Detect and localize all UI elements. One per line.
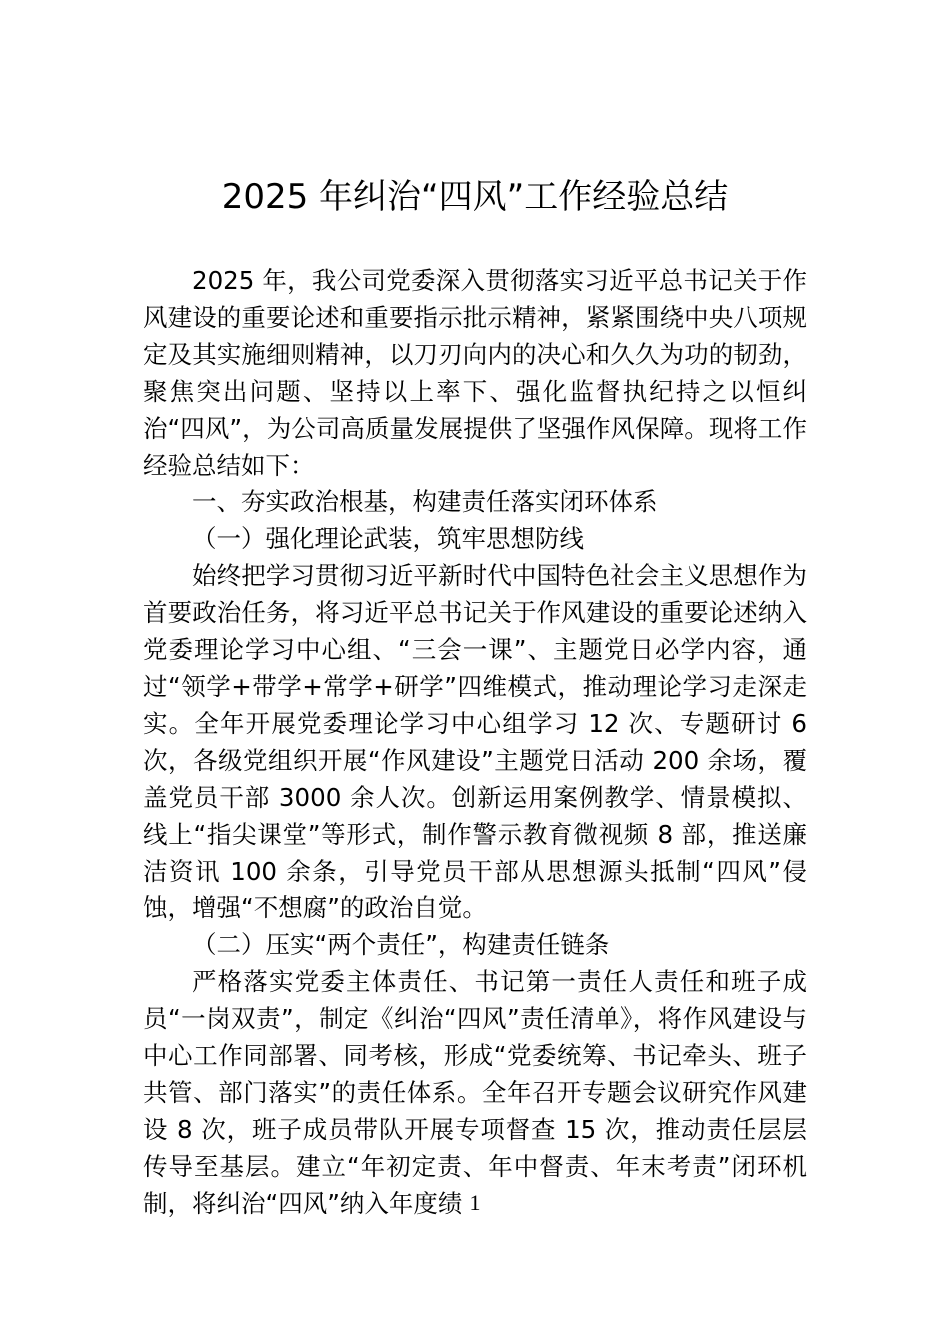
section-heading-1: 一、夯实政治根基，构建责任落实闭环体系 [192, 487, 658, 517]
body-paragraph-2: 严格落实党委主体责任、书记第一责任人责任和班子成员“一岗双责”，制定《纠治“四风”责任清单》，将作风建设与中心工作同部署、同考核，形成“党委统筹、书记牵头、班子共管、部门落实”的责任体系。全年召开专题会议研究作风建设 8 次，班子成员带队开展专项督查 15 次，推动责任层层传导至基层。建立“年初定责、年中督责、年末考责”闭环机制，将纠治“四风”纳入年度绩 [143, 967, 807, 1218]
subsection-heading-2: （二）压实“两个责任”，构建责任链条 [192, 930, 610, 960]
body-paragraph-1: 始终把学习贯彻习近平新时代中国特色社会主义思想作为首要政治任务，将习近平总书记关于作风建设的重要论述纳入党委理论学习中心组、“三会一课”、主题党日必学内容，通过“领学+带学+常学+研学”四维模式，推动理论学习走深走实。全年开展党委理论学习中心组学习 12 次、专题研讨 6 次，各级党组织开展“作风建设”主题党日活动 200 余场，覆盖党员干部 3000 余人次。创新运用案例教学、情景模拟、线上“指尖课堂”等形式，制作警示教育微视频 8 部，推送廉洁资讯 100 余条，引导党员干部从思想源头抵制“四风”侵蚀，增强“不想腐”的政治自觉。 [143, 561, 807, 923]
document-title: 2025 年纠治“四风”工作经验总结 [221, 177, 729, 217]
document-body [143, 263, 807, 1223]
page-number: 1 [469, 1190, 481, 1215]
subsection-heading-1: （一）强化理论武装，筑牢思想防线 [192, 524, 584, 554]
intro-paragraph: 2025 年，我公司党委深入贯彻落实习近平总书记关于作风建设的重要论述和重要指示批示精神，紧紧围绕中央八项规定及其实施细则精神，以刀刃向内的决心和久久为功的韧劲，聚焦突出问题、坚持以上率下、强化监督执纪持之以恒纠治“四风”，为公司高质量发展提供了坚强作风保障。现将工作经验总结如下： [143, 266, 807, 480]
